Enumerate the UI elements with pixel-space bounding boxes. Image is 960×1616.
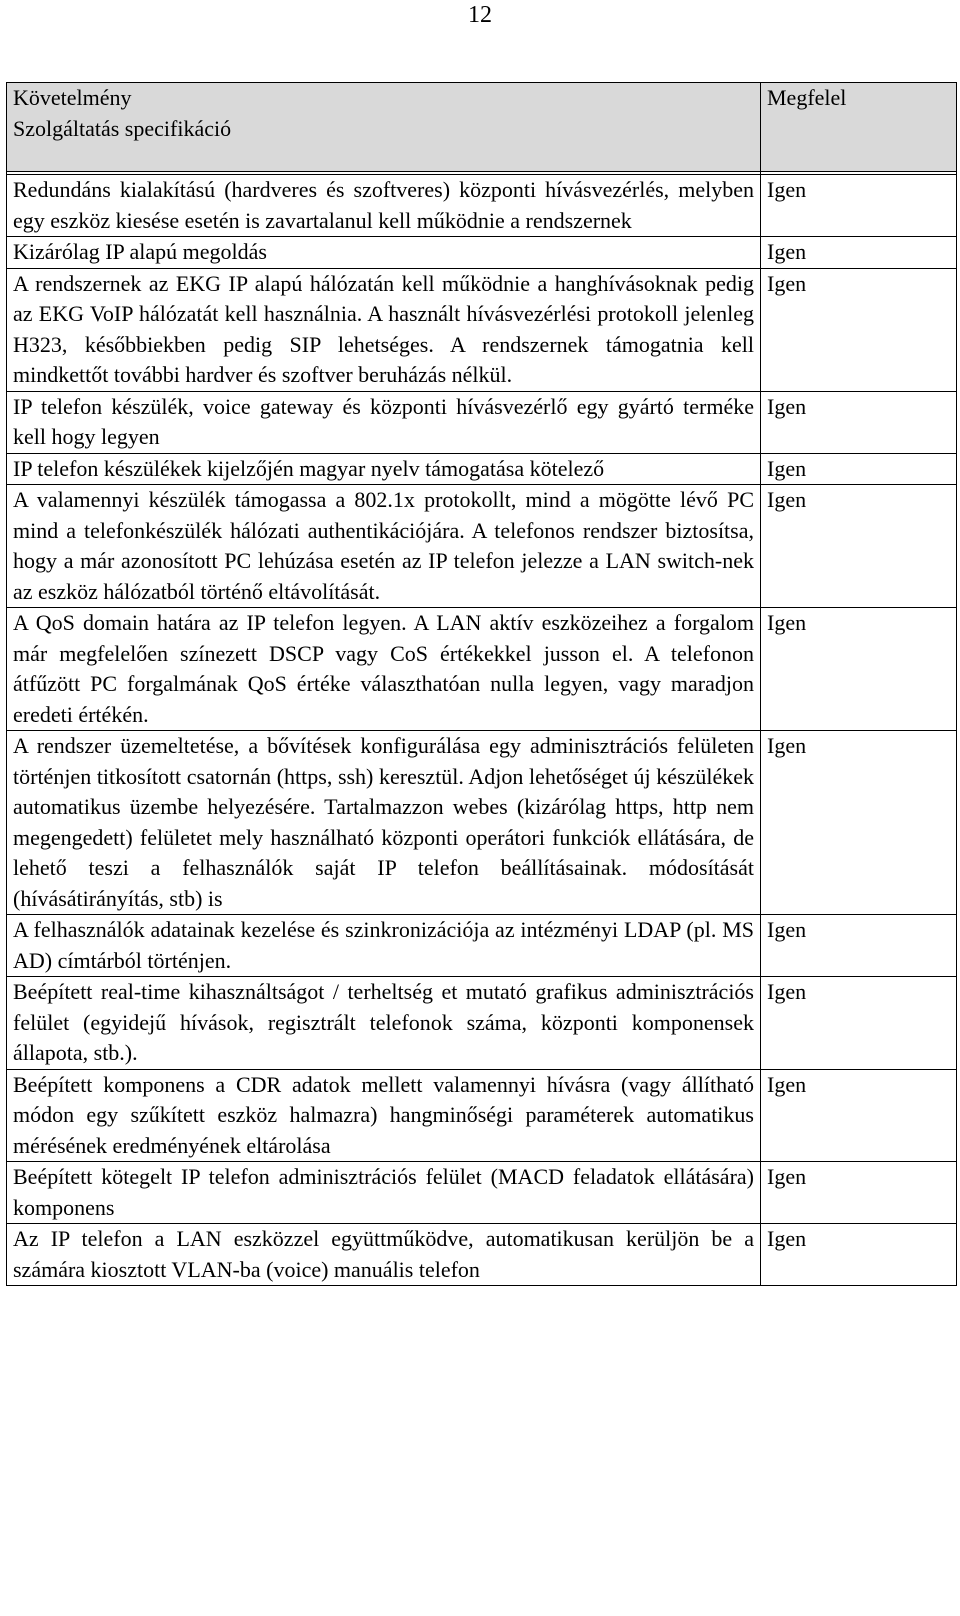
requirement-text: Redundáns kialakítású (hardveres és szoftveres) központi hívásvezérlés, melyben egy eszköz kiesése esetén is zavartalanul kell működnie a rendszernek [13,177,754,233]
compliance-cell [761,453,957,485]
header-requirement-label: Követelmény [13,85,132,110]
compliance-cell [761,608,957,731]
requirement-text: A rendszernek az EKG IP alapú hálózatán kell működnie a hanghívásoknak pedig az EKG VoIP hálózatát kell használnia. A használt hívásvezérlési protokoll jelenleg H323, későbbiekben pedig SIP lehetséges. A rendszernek támogatnia kell mindkettőt további hardver és szoftver beruházás nélkül. [13,270,754,387]
compliance-cell [761,731,957,915]
table-row [7,1162,957,1224]
compliance-value: Igen [767,733,807,758]
compliance-cell [761,1069,957,1162]
requirement-cell [7,237,761,269]
header-requirement-cell [7,83,761,172]
compliance-value: Igen [767,1071,807,1097]
table-row [7,453,957,485]
requirement-cell [7,1224,761,1286]
table-row [7,268,957,391]
table-header-row [7,83,957,172]
compliance-cell [761,391,957,453]
requirement-text: IP telefon készülék, voice gateway és központi hívásvezérlő egy gyártó terméke kell hogy legyen [13,393,754,449]
requirement-text: Kizárólag IP alapú megoldás [13,239,267,264]
table-row [7,608,957,731]
table-row [7,175,957,237]
requirement-text: Az IP telefon a LAN eszközzel együttműködve, automatikusan kerüljön be a számára kiosztott VLAN-ba (voice) manuális telefon [13,1226,754,1282]
requirement-text: Beépített kötegelt IP telefon adminisztrációs felület (MACD feladatok ellátására) komponens [13,1164,754,1220]
requirement-cell [7,1162,761,1224]
table-row [7,1224,957,1286]
requirement-text: A rendszer üzemeltetése, a bővítések konfigurálása egy adminisztrációs felületen történjen titkosított csatornán (https, ssh) keresztül. Adjon lehetőséget új készülékek automatikus üzembe helyezésére. Tartalmazzon webes (kizárólag https, http nem megengedett) felületet mely használható központi operátori funkciók ellátására, de lehető teszi a felhasználók saját IP telefon beállításainak. módosítását (hívásátirányítás, stb) is [13,733,754,911]
compliance-cell [761,1162,957,1224]
compliance-cell [761,915,957,977]
requirement-text: Beépített real-time kihasználtságot / terheltség et mutató grafikus adminisztrációs felület (egyidejű hívások, regisztrált telefonok száma, központi komponensek állapota, stb.). [13,979,754,1065]
table-row [7,237,957,269]
table-row [7,915,957,977]
requirement-cell [7,453,761,485]
requirement-cell [7,175,761,237]
requirement-cell [7,1069,761,1162]
compliance-value: Igen [767,393,807,419]
requirement-cell [7,268,761,391]
compliance-value: Igen [767,1226,807,1251]
compliance-value: Igen [767,455,807,481]
table-row [7,485,957,608]
page-number: 12 [468,2,492,28]
header-compliance-cell [761,83,957,172]
requirement-cell [7,391,761,453]
compliance-cell [761,1224,957,1286]
table-row [7,1069,957,1162]
compliance-cell [761,268,957,391]
requirement-cell [7,915,761,977]
header-specification-label: Szolgáltatás specifikáció [13,115,232,141]
requirement-text: A QoS domain határa az IP telefon legyen. A LAN aktív eszközeihez a forgalom már megfelelően színezett DSCP vagy CoS értékekkel jusson el. A telefonon átfűzött PC forgalmának QoS értéke választhatóan nulla legyen, vagy maradjon eredeti értékén. [13,610,754,727]
requirement-cell [7,608,761,731]
header-compliance-label: Megfelel [767,85,847,110]
compliance-value: Igen [767,270,807,296]
requirement-cell [7,731,761,915]
requirement-text: A felhasználók adatainak kezelése és szinkronizációja az intézményi LDAP (pl. MS AD) címtárból történjen. [13,917,754,973]
compliance-value: Igen [767,610,807,635]
compliance-cell [761,237,957,269]
compliance-value: Igen [767,487,807,512]
compliance-cell [761,977,957,1070]
requirement-cell [7,485,761,608]
compliance-value: Igen [767,177,807,202]
table-row [7,977,957,1070]
requirements-table [6,82,957,1286]
requirement-text: Beépített komponens a CDR adatok mellett valamennyi hívásra (vagy állítható módon egy szűkített eszköz halmazra) hangminőségi paraméterek automatikus mérésének eredményének eltárolása [13,1071,754,1158]
compliance-cell [761,485,957,608]
compliance-value: Igen [767,1164,807,1189]
requirement-text: IP telefon készülékek kijelzőjén magyar nyelv támogatása kötelező [13,455,605,481]
requirement-text: A valamennyi készülék támogassa a 802.1x protokollt, mind a mögötte lévő PC mind a telefonkészülék hálózati authentikációjára. A telefonos rendszer biztosítsa, hogy a már azonosított PC lehúzása esetén az IP telefon jelezze a LAN switch-nek az eszköz hálózatból történő eltávolítását. [13,487,754,604]
requirement-cell [7,977,761,1070]
compliance-value: Igen [767,239,807,264]
compliance-value: Igen [767,917,807,942]
compliance-value: Igen [767,979,807,1004]
table-row [7,731,957,915]
compliance-cell [761,175,957,237]
table-row [7,391,957,453]
